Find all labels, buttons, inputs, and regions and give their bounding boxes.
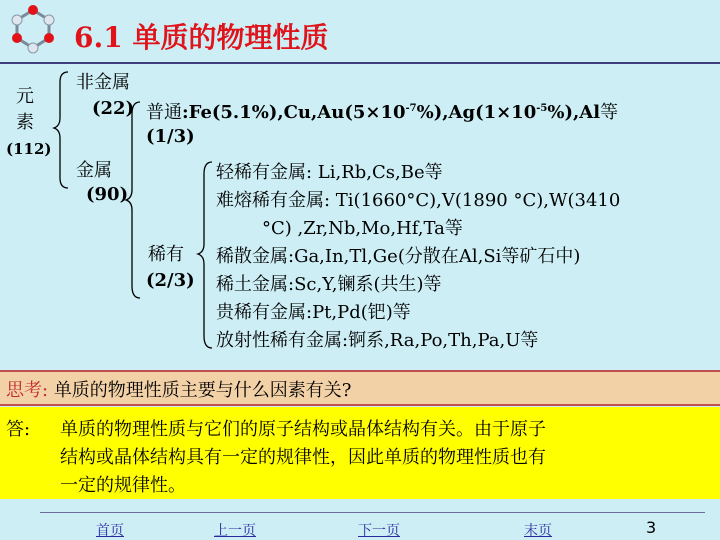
title-divider [0, 62, 720, 64]
rare-fraction: (2/3) [146, 270, 195, 291]
common-label: 普通 [146, 102, 182, 123]
metal-brace [124, 100, 144, 300]
root-brace [52, 70, 72, 190]
nonmetal-count: (22) [92, 98, 135, 119]
answer-box [0, 407, 720, 499]
question-box [0, 370, 720, 406]
metal-count: (90) [86, 184, 129, 205]
common-metals-line: 普通$:Fe(5.1\%),Cu,Au(5\times 10^{-7}\%),Ag(1\times 10^{-5}\%),Al$等 [146, 102, 619, 123]
rare-item-radioactive: 放射性稀有金属:锕系,Ra,Po,Th,Pa,U等 [216, 330, 539, 351]
question-text: 单质的物理性质主要与什么因素有关? [53, 380, 352, 401]
nav-first-link[interactable]: 首页 [96, 523, 124, 539]
rare-brace [196, 160, 216, 350]
nav-prev-link[interactable]: 上一页 [214, 523, 256, 539]
question-line [6, 376, 351, 402]
answer-line-2: 结构或晶体结构具有一定的规律性，因此单质的物理性质也有 [60, 447, 546, 468]
footer-divider [40, 512, 705, 513]
molecule-logo-icon [4, 4, 62, 56]
common-fraction: (1/3) [146, 126, 195, 147]
rare-item-earth: 稀土金属:Sc,Y,镧系(共生)等 [216, 274, 442, 295]
rare-item-light: 轻稀有金属: Li,Rb,Cs,Be等 [216, 162, 443, 183]
rare-label: 稀有 [148, 244, 184, 265]
page-number: 3 [646, 518, 657, 537]
root-count: (112) [6, 140, 52, 158]
answer-line-3: 一定的规律性。 [60, 475, 186, 496]
answer-label: 答: [6, 419, 31, 440]
rare-item-precious: 贵稀有金属:Pt,Pd(钯)等 [216, 302, 411, 323]
question-label: 思考: [6, 380, 49, 401]
rare-item-refractory-cont: °C) ,Zr,Nb,Mo,Hf,Ta等 [262, 218, 463, 239]
nav-last-link[interactable]: 末页 [524, 523, 552, 539]
answer-line-1: 单质的物理性质与它们的原子结构或晶体结构有关。由于原子 [60, 419, 546, 440]
rare-item-dispersed: 稀散金属:Ga,In,Tl,Ge(分散在Al,Si等矿石中) [216, 246, 581, 267]
root-label: 元 素 [16, 86, 34, 133]
nav-next-link[interactable]: 下一页 [358, 523, 400, 539]
rare-item-refractory: 难熔稀有金属: Ti(1660°C),V(1890 °C),W(3410 [216, 190, 621, 211]
nonmetal-label: 非金属 [76, 72, 130, 93]
page-title: 6.1 单质的物理性质 [74, 21, 329, 54]
metal-label: 金属 [76, 160, 112, 181]
